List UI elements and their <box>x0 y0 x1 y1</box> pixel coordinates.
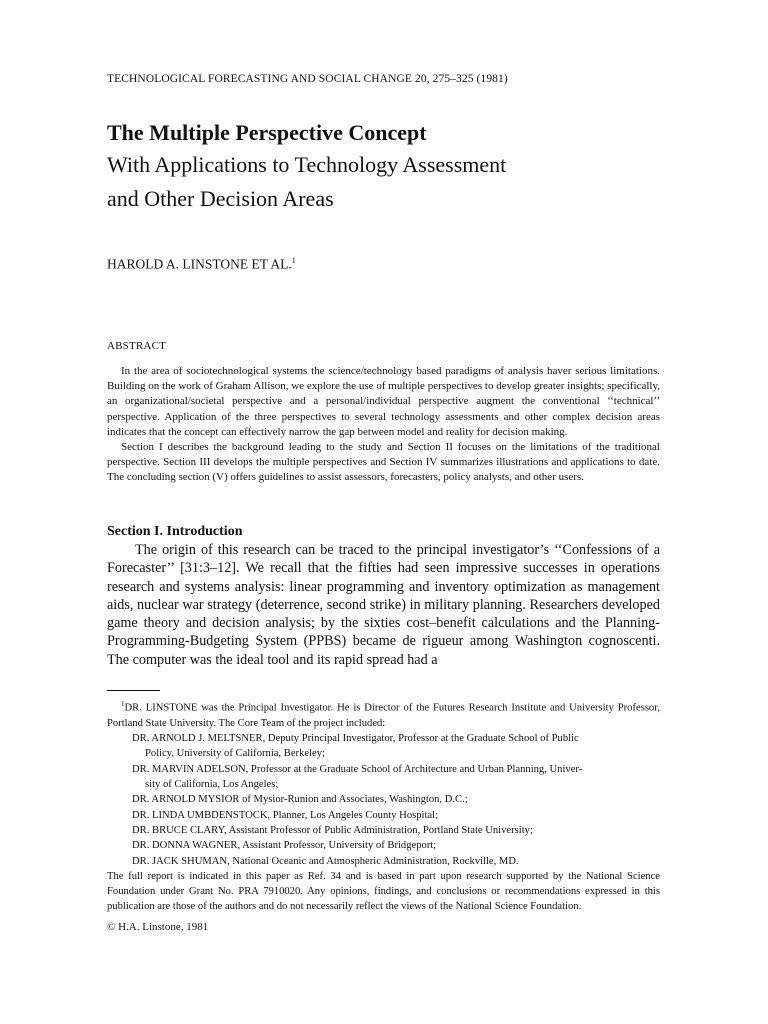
abstract-paragraph-2: Section I describes the background leading to the study and Section II focuses on the limitations of the traditional perspective. Section III develops the multiple perspectives and Section IV summarizes illustrations and applications to date. The concluding section (V) offers guidelines to assist assessors, forecasters, policy analysts, and other users. <box>107 441 660 484</box>
paper-title <box>107 118 747 216</box>
copyright-notice: © H.A. Linstone, 1981 <box>107 921 209 933</box>
core-team-member-line-1: DR. LINDA UMBDENSTOCK, Planner, Los Angeles County Hospital; <box>132 809 439 821</box>
core-team-member-line-1: DR. BRUCE CLARY, Assistant Professor of Public Administration, Portland State University; <box>132 824 533 836</box>
core-team-member-line-1: DR. ARNOLD MYSIOR of Mysior-Runion and Associates, Washington, D.C.; <box>132 794 468 806</box>
core-team-member <box>107 823 660 838</box>
author-footnote-mark: 1 <box>291 256 296 265</box>
abstract-body <box>107 364 660 486</box>
core-team-list <box>107 731 660 869</box>
core-team-member <box>107 854 660 869</box>
abstract-paragraph-1: In the area of sociotechnological systems the science/technology based paradigms of analysis haver serious limitations. Building on the work of Graham Allison, we explore the use of multiple perspectives to develop greater insights; specifically, an organizational/societal perspective and a personal/individual perspective augment the conventional ‘‘technical’’ perspective. Application of the three perspectives to several technology assessments and other complex decision areas indicates that the concept can effectively narrow the gap between model and reality for decision making. <box>107 365 660 438</box>
author-name: HAROLD A. LINSTONE ET AL. <box>107 256 292 272</box>
intro-paragraph: The origin of this research can be traced to the principal investigator’s ‘‘Confessions of a Forecaster’’ [31:3–12]. We recall that the fifties had seen impressive successes in operations research and systems analysis: linear programming and inventory optimization as management aids, nuclear war strategy (deterrence, second strike) in military planning. Researchers developed game theory and decision analysis; by the sixties cost–benefit calculations and the Planning-Programming-Budgeting System (PPBS) became de rigueur among Washington cognoscenti. The computer was the ideal tool and its rapid spread had a <box>107 542 660 668</box>
core-team-member-line-1: DR. ARNOLD J. MELTSNER, Deputy Principal Investigator, Professor at the Graduate School of Public <box>132 733 579 745</box>
footnote-lead <box>107 697 660 731</box>
author-line <box>107 256 296 273</box>
core-team-member <box>107 731 660 762</box>
footnote-closing: The full report is indicated in this paper as Ref. 34 and is based in part upon research supported by the National Science Foundation under Grant No. PRA 7910020. Any opinions, findings, and conclusions or recommendations expressed in this publication are those of the authors and do not necessarily reflect the views of the National Science Foundation. <box>107 870 660 913</box>
footnotes <box>107 697 660 915</box>
core-team-member <box>107 838 660 853</box>
title-subtitle-line-1: With Applications to Technology Assessment <box>107 152 507 177</box>
section-heading: Section I. Introduction <box>107 524 243 539</box>
core-team-member-line-1: DR. DONNA WAGNER, Assistant Professor, University of Bridgeport; <box>132 840 437 852</box>
abstract-heading: ABSTRACT <box>107 340 167 352</box>
core-team-member <box>107 808 660 823</box>
core-team-member <box>107 762 660 793</box>
core-team-member-line-1: DR. MARVIN ADELSON, Professor at the Graduate School of Architecture and Urban Planning, Univer- <box>132 763 583 775</box>
footnote-lead-text: DR. LINSTONE was the Principal Investigator. He is Director of the Futures Research Institute and University Professor, Portland State University. The Core Team of the project included: <box>107 702 660 729</box>
footnote-mark: 1 <box>121 700 125 708</box>
core-team-member-line-2: sity of California, Los Angeles; <box>145 779 279 791</box>
title-main: The Multiple Perspective Concept <box>107 120 427 145</box>
journal-header: TECHNOLOGICAL FORECASTING AND SOCIAL CHANGE 20, 275–325 (1981) <box>107 73 508 85</box>
core-team-member <box>107 792 660 807</box>
title-subtitle-line-2: and Other Decision Areas <box>107 186 334 211</box>
core-team-member-line-1: DR. JACK SHUMAN, National Oceanic and Atmospheric Administration, Rockville, MD. <box>132 855 519 867</box>
core-team-member-line-2: Policy, University of California, Berkeley; <box>145 748 325 760</box>
footnote-divider <box>107 690 160 691</box>
